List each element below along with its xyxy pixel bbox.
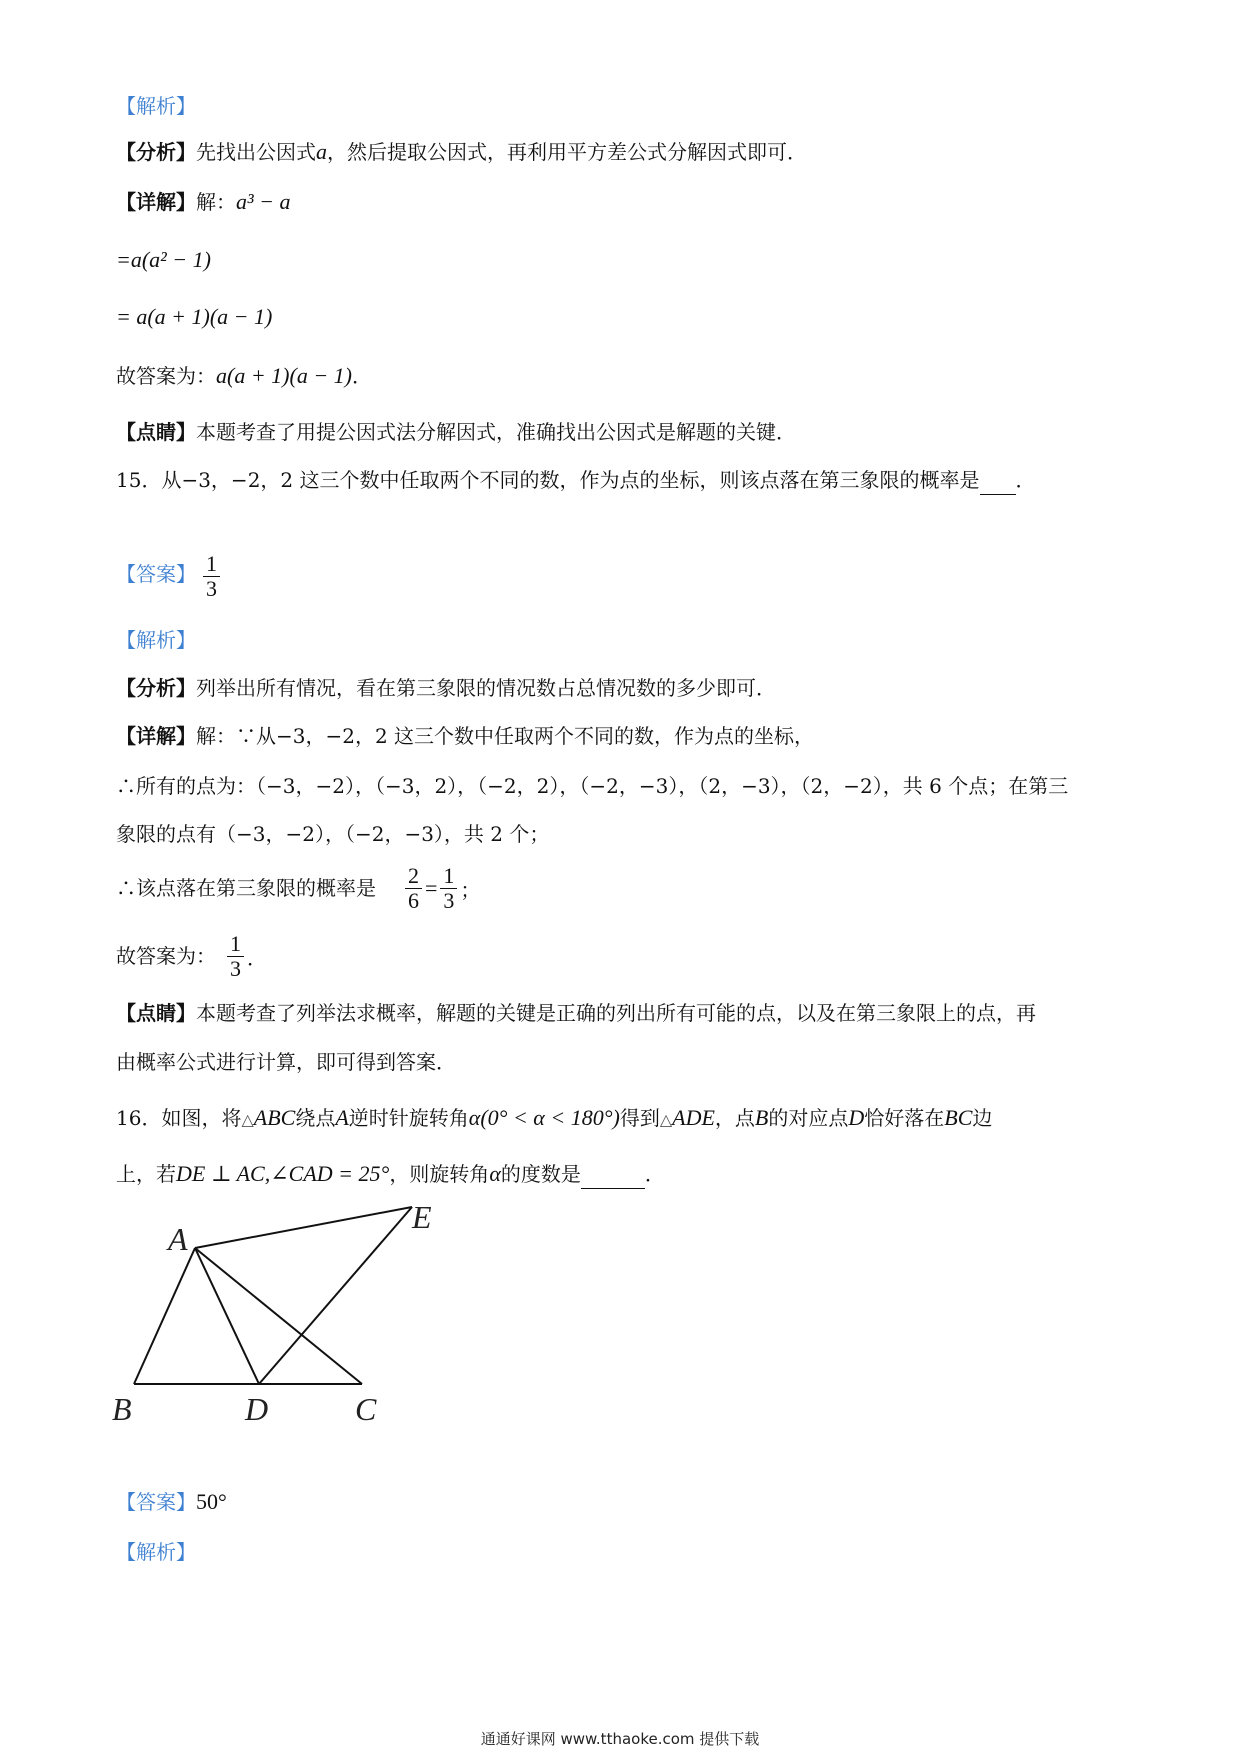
triangle-symbol: △: [241, 1110, 254, 1129]
answer-blank-16: [581, 1160, 645, 1189]
label-C: C: [355, 1391, 377, 1427]
answer-15: 【答案】: [116, 562, 196, 586]
analysis-heading: 【解析】: [116, 94, 196, 118]
dianjing-line: 【点睛】本题考查了用提公因式法分解因式，准确找出公因式是解题的关键．: [116, 420, 796, 444]
answer-15-fraction: $\frac{1}{3}$: [203, 552, 220, 601]
fraction-2-6: $\frac{2}{6}$: [405, 864, 422, 913]
analysis-15-heading: 【解析】: [116, 628, 196, 652]
points-line-2: 象限的点有（−3，−2），（−2，−3），共 2 个；: [116, 822, 550, 846]
detail-15: 【详解】解：∵从−3，−2，2 这三个数中任取两个不同的数，作为点的坐标，: [116, 724, 815, 748]
label-E: E: [412, 1200, 432, 1235]
answer-line: 故答案为：a(a + 1)(a − 1)．: [116, 363, 372, 388]
final-answer-15-fraction: $\frac{1}{3}$ ．: [224, 932, 267, 981]
probability-expression: $\frac{2}{6}$ = $\frac{1}{3}$ ；: [402, 864, 480, 913]
fenxi-15: 【分析】列举出所有情况，看在第三象限的情况数占总情况数的多少即可．: [116, 676, 776, 700]
question-16-line1: 16．如图，将△ABC绕点A逆时针旋转角α(0° < α < 180°)得到△ADE，点B的对应点D恰好落在BC边: [116, 1105, 993, 1130]
math-step-2: = a(a + 1)(a − 1): [116, 304, 273, 329]
dianjing-15-line2: 由概率公式进行计算，即可得到答案．: [116, 1050, 456, 1074]
final-answer-15: 故答案为：: [116, 944, 216, 968]
analysis-16-heading: 【解析】: [116, 1540, 196, 1564]
triangle-symbol-2: △: [659, 1110, 673, 1129]
geometry-figure: [100, 1200, 460, 1430]
fraction-1-3: $\frac{1}{3}$: [440, 864, 457, 913]
segment-AB: [134, 1248, 195, 1384]
question-16-line2: 上，若DE ⊥ AC,∠CAD = 25°，则旋转角α的度数是 ．: [116, 1160, 665, 1189]
label-A: A: [168, 1221, 188, 1257]
fenxi-line: 【分析】先找出公因式a，然后提取公因式，再利用平方差公式分解因式即可．: [116, 139, 807, 164]
dianjing-15-line1: 【点睛】本题考查了列举法求概率，解题的关键是正确的列出所有可能的点，以及在第三象限上的点，再: [116, 1001, 1036, 1025]
question-15: 15．从−3，−2，2 这三个数中任取两个不同的数，作为点的坐标，则该点落在第三象限的概率是 ．: [116, 466, 1036, 495]
answer-blank: [980, 466, 1016, 495]
segment-DE: [259, 1207, 412, 1384]
segment-AE: [195, 1207, 412, 1248]
label-D: D: [245, 1391, 269, 1427]
segment-AD: [195, 1248, 259, 1384]
answer-16: 【答案】50°: [116, 1489, 227, 1514]
detail-line: 【详解】解：a³ − a: [116, 189, 291, 214]
probability-line: ∴该点落在第三象限的概率是: [116, 876, 376, 900]
page-footer: 通通好课网 www.tthaoke.com 提供下载: [480, 1730, 760, 1748]
label-B: B: [112, 1391, 132, 1427]
math-step-1: =a(a² − 1): [116, 247, 211, 272]
segment-AC: [195, 1248, 362, 1384]
points-line-1: ∴所有的点为：（−3，−2），（−3，2），（−2，2），（−2，−3），（2，−3），（2，−2），共 6 个点；在第三: [116, 774, 1069, 798]
